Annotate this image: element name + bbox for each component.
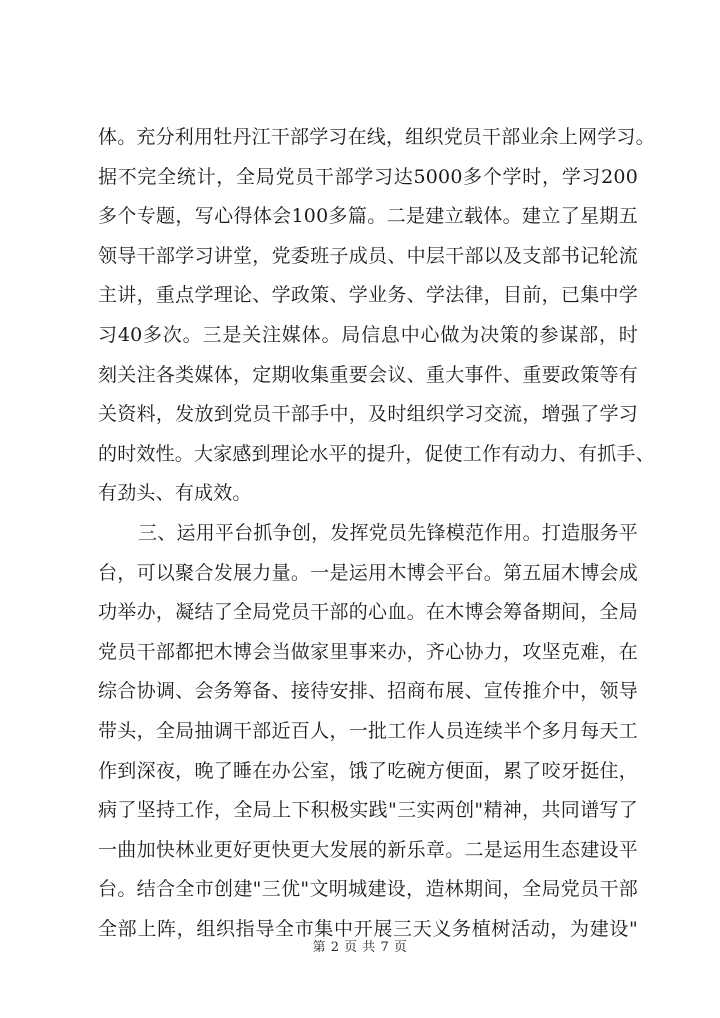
text-line: 党员干部都把木博会当做家里事来办，齐心协力，攻坚克难，在	[98, 640, 638, 663]
page-number-footer: 第 2 页 共 7 页	[312, 940, 408, 955]
text-line: 台。结合全市创建"三优"文明城建设，造林期间，全局党员干部	[98, 878, 638, 901]
text-line: 有劲头、有成效。	[98, 482, 252, 505]
text-line: 病了坚持工作，全局上下积极实践"三实两创"精神，共同谱写了	[98, 799, 638, 822]
text-line: 的时效性。大家感到理论水平的提升，促使工作有动力、有抓手、	[98, 442, 655, 465]
text-line: 全部上阵，组织指导全市集中开展三天义务植树活动，为建设"	[98, 917, 638, 940]
document-body	[98, 118, 655, 949]
text-line: 主讲，重点学理论、学政策、学业务、学法律，目前，已集中学	[98, 284, 638, 307]
text-line: 多个专题，写心得体会100多篇。二是建立载体。建立了星期五	[98, 205, 638, 228]
text-line: 功举办，凝结了全局党员干部的心血。在木博会筹备期间，全局	[98, 601, 638, 624]
text-line: 综合协调、会务筹备、接待安排、招商布展、宣传推介中，领导	[98, 680, 638, 703]
paragraph-platform	[98, 514, 638, 950]
text-line: 台，可以聚合发展力量。一是运用木博会平台。第五届木博会成	[98, 561, 638, 584]
text-line: 作到深夜，晚了睡在办公室，饿了吃碗方便面，累了咬牙挺住，	[98, 759, 638, 782]
paragraph-study	[98, 118, 655, 514]
text-line: 习40多次。三是关注媒体。局信息中心做为决策的参谋部，时	[98, 323, 638, 346]
text-line: 刻关注各类媒体，定期收集重要会议、重大事件、重要政策等有	[98, 363, 638, 386]
text-line: 据不完全统计，全局党员干部学习达5000多个学时，学习200	[98, 165, 638, 188]
text-line: 一曲加快林业更好更快更大发展的新乐章。二是运用生态建设平	[98, 838, 638, 861]
text-line: 带头，全局抽调干部近百人，一批工作人员连续半个多月每天工	[98, 719, 638, 742]
text-line: 体。充分利用牡丹江干部学习在线，组织党员干部业余上网学习。	[98, 126, 655, 148]
text-line: 关资料，发放到党员干部手中，及时组织学习交流，增强了学习	[98, 403, 638, 426]
section-heading-line: 三、运用平台抓争创，发挥党员先锋模范作用。打造服务平	[138, 521, 638, 544]
text-line: 领导干部学习讲堂，党委班子成员、中层干部以及支部书记轮流	[98, 244, 638, 267]
